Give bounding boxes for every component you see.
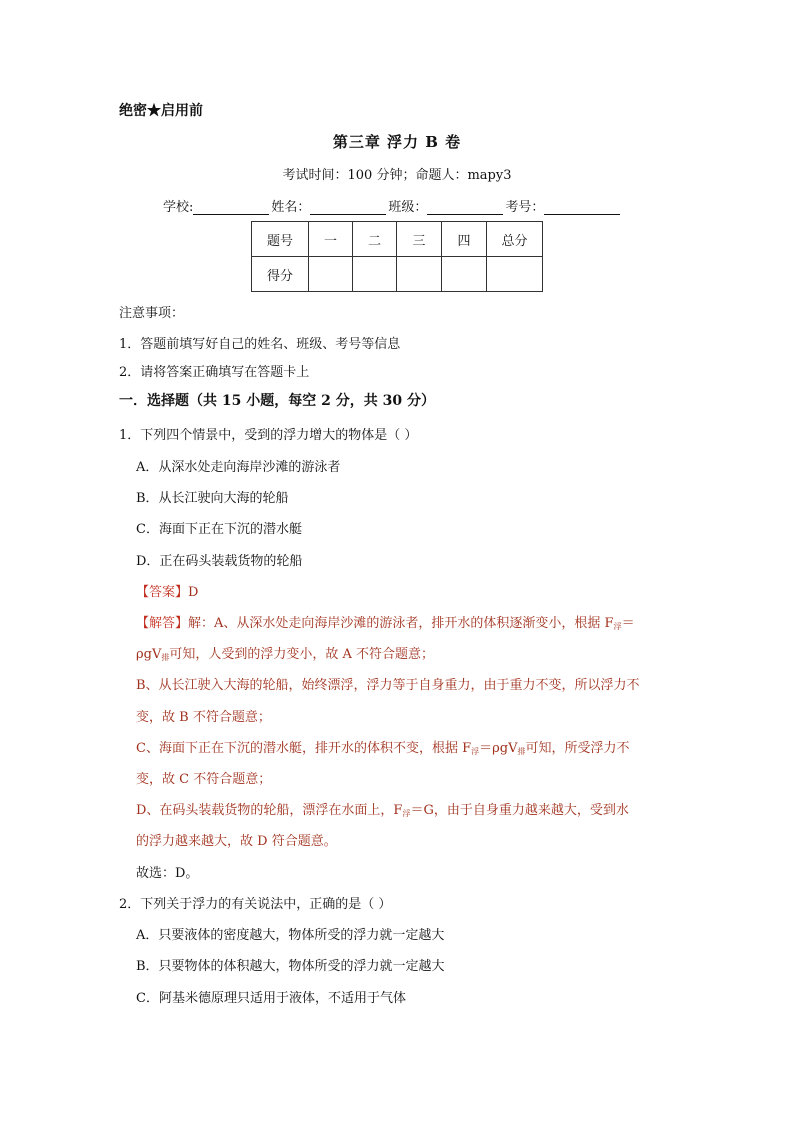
analysis-line-7 (136, 799, 629, 819)
score-table-score-row (252, 257, 543, 292)
question-2-option-a: A．只要液体的密度越大，物体所受的浮力就一定越大 (136, 928, 445, 943)
analysis-line-8: 的浮力越来越大，故 D 符合题意。 (136, 834, 337, 849)
number-field[interactable] (544, 200, 620, 215)
subscript-float: 浮 (471, 747, 480, 756)
answer-tag: 【答案】 (136, 585, 189, 600)
analysis-line-5 (136, 737, 629, 757)
question-1-option-a: A．从深水处走向海岸沙滩的游泳者 (136, 460, 341, 475)
name-field[interactable] (310, 200, 386, 215)
question-1-option-c: C．海面下正在下沉的潜水艇 (136, 522, 302, 537)
score-row-label: 得分 (252, 257, 309, 292)
table-header-cell: 二 (353, 222, 397, 257)
analysis-text: ＝ρgV (479, 741, 518, 756)
question-2-stem: 2．下列关于浮力的有关说法中，正确的是（ ） (119, 897, 392, 912)
analysis-line-4: 变，故 B 不符合题意； (136, 710, 271, 725)
analysis-text: 可知，人受到的浮力变小，故 A 不符合题意； (169, 647, 435, 662)
score-table-header-row (252, 222, 543, 257)
analysis-text: 解：A、从深水处走向海岸沙滩的游泳者，排开水的体积逐渐变小，根据 F (188, 616, 614, 631)
question-2-option-c: C．阿基米德原理只适用于液体，不适用于气体 (136, 991, 406, 1006)
score-cell[interactable] (309, 257, 353, 292)
page-title: 第三章 浮力 B 卷 (332, 133, 462, 151)
score-table (251, 221, 543, 292)
analysis-line-2 (136, 643, 434, 663)
number-label: 考号： (505, 200, 545, 215)
class-label: 班级： (388, 200, 428, 215)
analysis-text: D、在码头装载货物的轮船，漂浮在水面上，F (136, 803, 403, 818)
question-1-option-b: B．从长江驶向大海的轮船 (136, 491, 289, 506)
table-header-cell: 一 (309, 222, 353, 257)
question-2-option-b: B．只要物体的体积越大，物体所受的浮力就一定越大 (136, 959, 445, 974)
table-header-cell: 题号 (252, 222, 309, 257)
analysis-text: 可知，所受浮力不 (525, 741, 630, 756)
subscript-displaced: 排 (161, 653, 170, 662)
notes-title: 注意事项： (119, 306, 185, 321)
table-header-cell: 总分 (487, 222, 543, 257)
analysis-tag: 【解答】 (136, 616, 189, 631)
name-label: 姓名： (271, 200, 311, 215)
note-item: 1．答题前填写好自己的姓名、班级、考号等信息 (119, 337, 401, 352)
analysis-text: ＝G，由于自身重力越来越大，受到水 (410, 803, 629, 818)
score-cell[interactable] (487, 257, 543, 292)
analysis-line-1 (136, 612, 635, 632)
analysis-text: C、海面下正在下沉的潜水艇，排开水的体积不变，根据 F (136, 741, 472, 756)
subscript-float: 浮 (613, 622, 622, 631)
exam-info: 考试时间：100 分钟；命题人：mapy3 (282, 168, 512, 183)
score-cell[interactable] (442, 257, 487, 292)
section-heading: 一．选择题（共 15 小题，每空 2 分，共 30 分） (119, 393, 435, 409)
class-field[interactable] (427, 200, 503, 215)
score-cell[interactable] (353, 257, 397, 292)
subscript-float: 浮 (402, 809, 411, 818)
analysis-line-3: B、从长江驶入大海的轮船，始终漂浮，浮力等于自身重力，由于重力不变，所以浮力不 (136, 678, 640, 693)
table-header-cell: 四 (442, 222, 487, 257)
answer-value: D (188, 585, 199, 600)
secret-mark: 绝密★启用前 (119, 103, 203, 119)
analysis-text: ＝ (621, 616, 635, 631)
analysis-text: ρgV (136, 647, 162, 662)
question-1-choice: 故选：D。 (136, 866, 199, 881)
score-cell[interactable] (397, 257, 442, 292)
subscript-displaced: 排 (517, 747, 526, 756)
school-label: 学校: (163, 200, 194, 215)
student-info-fields (163, 196, 622, 215)
analysis-line-6: 变，故 C 不符合题意； (136, 772, 272, 787)
question-1-stem: 1．下列四个情景中，受到的浮力增大的物体是（ ） (119, 428, 418, 443)
table-header-cell: 三 (397, 222, 442, 257)
question-1-answer (136, 581, 198, 600)
school-field[interactable] (193, 200, 269, 215)
note-item: 2．请将答案正确填写在答题卡上 (119, 365, 310, 380)
question-1-option-d: D．正在码头装载货物的轮船 (136, 554, 303, 569)
